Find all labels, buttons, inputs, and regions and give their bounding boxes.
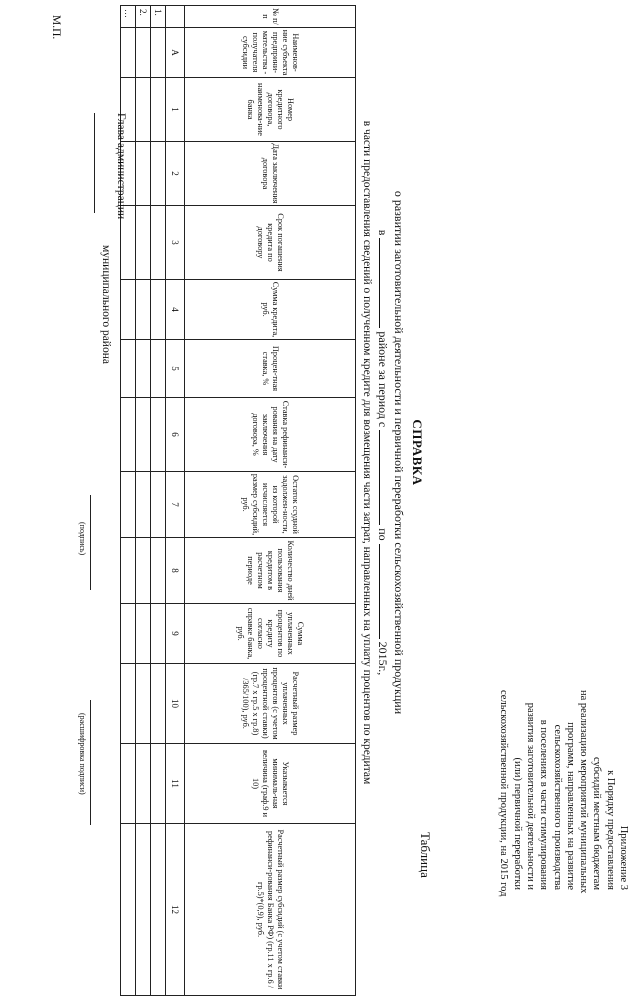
district-blank: [379, 238, 390, 328]
table-cell[interactable]: [151, 280, 166, 340]
header-cell: Указывается минималь-ная величина (граф.9 и 10): [185, 744, 356, 824]
header-cell: Наименов-ние субъекта предприни-мательства - получателя субсидии: [185, 28, 356, 78]
table-cell[interactable]: [136, 28, 151, 78]
header-cell: Сумма кредита, руб.: [185, 280, 356, 340]
signature-line: [90, 495, 92, 590]
column-number: 9: [166, 604, 185, 664]
table-cell[interactable]: [151, 664, 166, 744]
header-cell: Расчетный размер субсидий (с учетом ставки рефинанси-рования Банка РФ) (гр.11 х гр.6 / гр.5)*(0,9), руб.: [185, 824, 356, 996]
table-cell[interactable]: [151, 824, 166, 996]
appendix-line: программ, направленных на развитие: [564, 722, 576, 890]
column-number: 6: [166, 398, 185, 472]
table-cell[interactable]: [121, 28, 136, 78]
table-cell[interactable]: [136, 206, 151, 280]
table-cell[interactable]: [121, 398, 136, 472]
column-number: 8: [166, 538, 185, 604]
table-cell[interactable]: [121, 744, 136, 824]
table-cell[interactable]: [151, 472, 166, 538]
table-cell[interactable]: [151, 538, 166, 604]
header-cell: Количество дней пользования кредитом в расчетном периоде: [185, 538, 356, 604]
column-number-row: [166, 6, 185, 996]
table-cell[interactable]: [151, 604, 166, 664]
column-number: [166, 6, 185, 28]
column-number: 3: [166, 206, 185, 280]
row-number: 2.: [136, 6, 151, 28]
table-cell[interactable]: [121, 472, 136, 538]
table-cell[interactable]: [136, 398, 151, 472]
table-cell[interactable]: [151, 206, 166, 280]
column-number: 1: [166, 78, 185, 142]
period-text-to: по: [376, 528, 390, 541]
row-number: 1.: [151, 6, 166, 28]
credit-table: [120, 5, 356, 996]
header-cell: Номер кредитного договора, наименова-ние банка: [185, 78, 356, 142]
period-text-from: районе за период с: [376, 331, 390, 428]
table-cell[interactable]: [136, 744, 151, 824]
header-cell: Дата заключения договора: [185, 142, 356, 206]
header-cell: Ставка рефинанси-рования на дату заключения договора, %: [185, 398, 356, 472]
period-prefix: в: [376, 229, 390, 236]
table-cell[interactable]: [121, 604, 136, 664]
purpose-line: в части предоставления сведений о полученном кредите для возмещения части затрат, направленных на уплату процентов по кредитам: [361, 120, 373, 785]
table-cell[interactable]: [121, 538, 136, 604]
column-number: А: [166, 28, 185, 78]
table-cell[interactable]: [121, 340, 136, 398]
table-row: [136, 6, 151, 996]
header-cell: Расчетный размер уплаченных процентов (с учетом процентной ставки) (гр.7 х гр.5 х гр.8) /365/100), руб.: [185, 664, 356, 744]
table-cell[interactable]: [136, 78, 151, 142]
table-row: [151, 6, 166, 996]
column-number: 5: [166, 340, 185, 398]
decode-line: [90, 700, 92, 825]
table-cell[interactable]: [121, 824, 136, 996]
stamp-place: М.П.: [50, 15, 62, 40]
table-cell[interactable]: [121, 280, 136, 340]
header-cell: № п/п: [185, 6, 356, 28]
signature-title-underline: [94, 113, 95, 213]
column-number: 4: [166, 280, 185, 340]
table-cell[interactable]: [136, 824, 151, 996]
appendix-line: развития заготовительной деятельности и: [524, 702, 536, 890]
column-number: 7: [166, 472, 185, 538]
appendix-line: на реализацию мероприятий муниципальных: [578, 690, 590, 894]
header-cell: Остаток ссудной задолжен-ности, из которой исчисляется размер субсидий, руб.: [185, 472, 356, 538]
appendix-line: сельскохозяйственного производства: [551, 724, 563, 890]
table-cell[interactable]: [151, 142, 166, 206]
appendix-line: к Порядку предоставления: [604, 770, 616, 890]
table-cell[interactable]: [136, 604, 151, 664]
table-header-row: [185, 6, 356, 996]
period-year: 2015г.,: [376, 641, 390, 676]
signature-district: муниципального района: [100, 245, 112, 364]
table-cell[interactable]: [121, 664, 136, 744]
appendix-line: Приложение 3: [618, 825, 629, 890]
table-cell[interactable]: [151, 340, 166, 398]
column-number: 11: [166, 744, 185, 824]
title-subline: о развитии заготовительной деятельности и первичной переработки сельскохозяйственной продукции: [392, 190, 406, 715]
column-number: 12: [166, 824, 185, 996]
appendix-block: [497, 690, 630, 897]
date-to-blank: [379, 544, 390, 639]
header-cell: Процен-тная ставка, %: [185, 340, 356, 398]
appendix-line: субсидий местным бюджетам: [591, 756, 603, 890]
table-cell[interactable]: [151, 78, 166, 142]
signature-title: Глава администрации: [115, 113, 127, 220]
table-cell[interactable]: [136, 142, 151, 206]
column-number: 2: [166, 142, 185, 206]
decode-caption: (расшифровка подписи): [78, 713, 87, 795]
column-number: 10: [166, 664, 185, 744]
table-cell[interactable]: [151, 744, 166, 824]
table-cell[interactable]: [136, 340, 151, 398]
header-cell: Сумма уплаченных процентов по кредиту согласно справке банка, руб.: [185, 604, 356, 664]
table-cell[interactable]: [136, 280, 151, 340]
header-cell: Срок погашения кредита по договору: [185, 206, 356, 280]
signature-caption: (подпись): [78, 522, 87, 556]
table-cell[interactable]: [136, 538, 151, 604]
table-cell[interactable]: [151, 28, 166, 78]
table-cell[interactable]: [136, 472, 151, 538]
document-title: СПРАВКА: [410, 419, 425, 486]
row-number: …: [121, 6, 136, 28]
table-cell[interactable]: [151, 398, 166, 472]
table-cell[interactable]: [136, 664, 151, 744]
appendix-line: в поселениях в части стимулирования: [538, 719, 550, 890]
period-line: [375, 0, 390, 905]
appendix-line: (или) первичной переработки: [511, 757, 523, 890]
date-from-blank: [379, 430, 390, 525]
table-tag: Таблица: [418, 832, 433, 878]
appendix-line: сельскохозяйственной продукции, на 2015 год: [498, 690, 510, 897]
